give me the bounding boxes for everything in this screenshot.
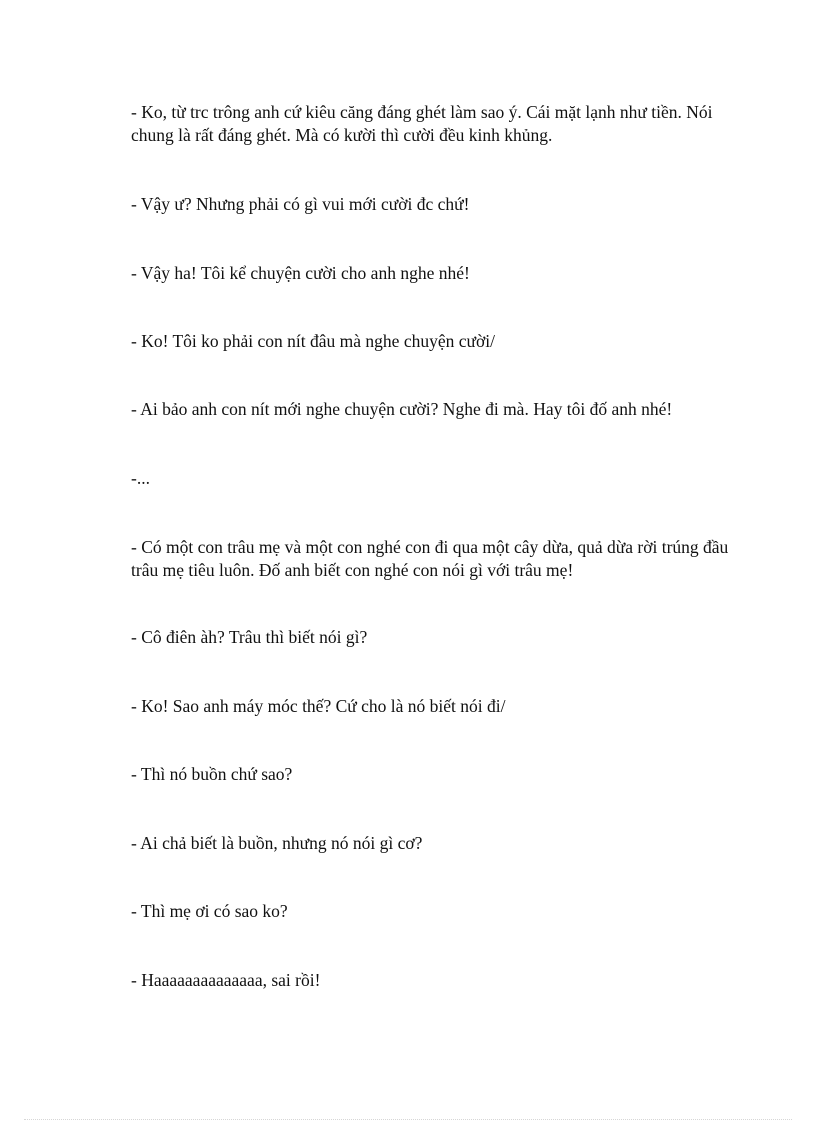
paragraph-7: - Có một con trâu mẹ và một con nghé con đi qua một cây dừa, quả dừa rời trúng đầu trâu mẹ tiêu luôn. Đố anh biết con nghé con nói gì với trâu mẹ! [131, 537, 729, 580]
paragraph-5: - Ai bảo anh con nít mới nghe chuyện cười? Nghe đi mà. Hay tôi đố anh nhé! [131, 399, 673, 419]
paragraph-1: - Ko, từ trc trông anh cứ kiêu căng đáng ghét làm sao ý. Cái mặt lạnh như tiền. Nói chung là rất đáng ghét. Mà có kười thì cười đều kinh khủng. [131, 102, 713, 145]
paragraph-11: - Ai chả biết là buồn, nhưng nó nói gì cơ? [131, 833, 423, 853]
paragraph-8: - Cô điên àh? Trâu thì biết nói gì? [131, 627, 368, 647]
paragraph-10: - Thì nó buồn chứ sao? [131, 764, 293, 784]
paragraph-13: - Haaaaaaaaaaaaaa, sai rồi! [131, 970, 321, 990]
paragraph-6: -... [131, 468, 150, 488]
paragraph-2: - Vậy ư? Nhưng phải có gì vui mới cười đc chứ! [131, 194, 470, 214]
paragraph-12: - Thì mẹ ơi có sao ko? [131, 901, 288, 921]
paragraph-9: - Ko! Sao anh máy móc thế? Cứ cho là nó biết nói đi/ [131, 696, 506, 716]
paragraph-4: - Ko! Tôi ko phải con nít đâu mà nghe chuyện cười/ [131, 331, 495, 351]
paragraph-3: - Vậy ha! Tôi kể chuyện cười cho anh nghe nhé! [131, 263, 470, 283]
page-edge-divider [24, 1119, 792, 1120]
